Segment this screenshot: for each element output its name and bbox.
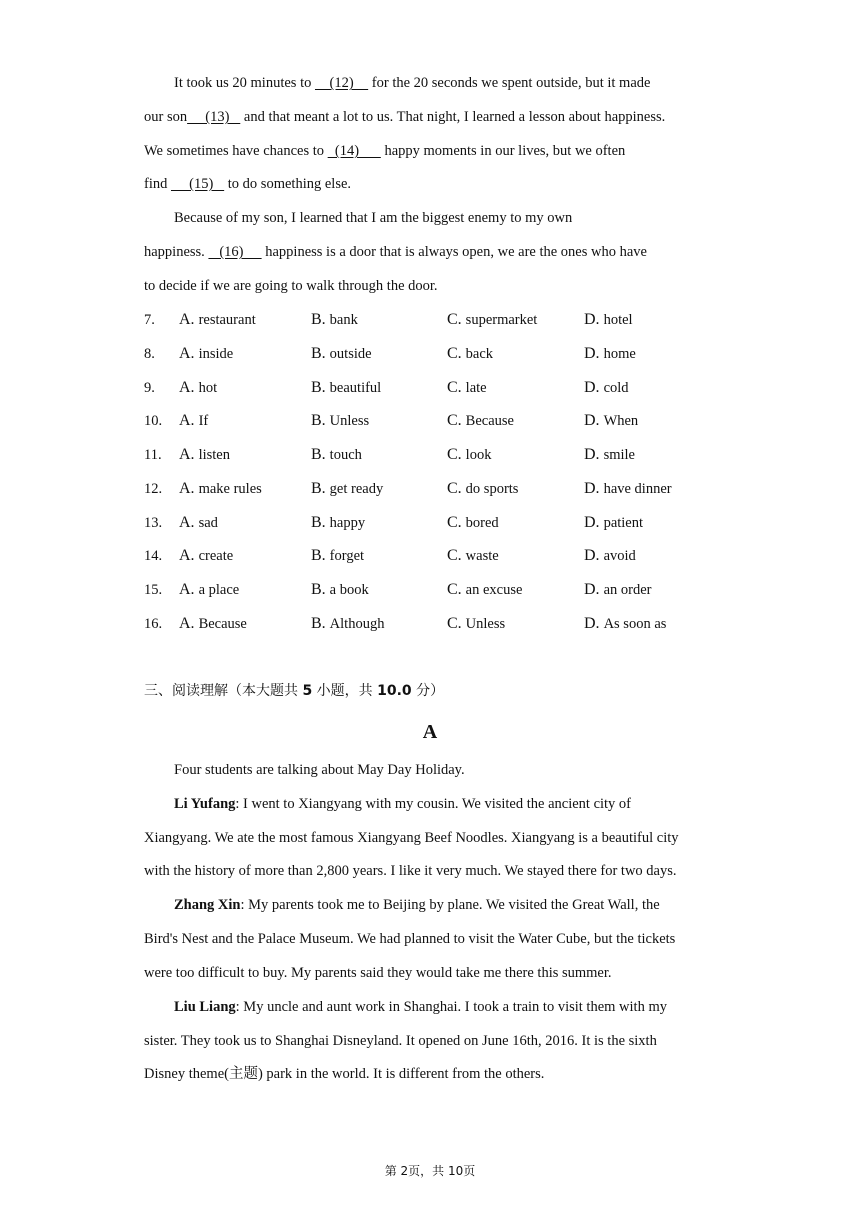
cloze-line: [144, 174, 351, 194]
option-text: cold: [603, 380, 629, 396]
option-text: an excuse: [465, 582, 523, 598]
option-letter: A.: [179, 615, 195, 632]
question-row: [144, 378, 744, 398]
option-text: patient: [603, 515, 644, 531]
option-a[interactable]: [179, 310, 256, 330]
option-text: waste: [465, 548, 499, 564]
page-footer: 第 2页，共 10页: [384, 1164, 476, 1178]
cloze-text: Because of my son, I learned that I am the biggest enemy to my own: [174, 210, 573, 226]
option-letter: C.: [447, 345, 462, 362]
option-letter: C.: [447, 547, 462, 564]
option-c[interactable]: [447, 378, 487, 398]
option-b[interactable]: [311, 378, 381, 398]
question-number: 14.: [144, 548, 163, 564]
option-letter: B.: [311, 379, 326, 396]
option-letter: B.: [311, 311, 326, 328]
option-letter: D.: [584, 547, 600, 564]
option-text: smile: [603, 447, 635, 463]
option-letter: D.: [584, 379, 600, 396]
option-d[interactable]: [584, 445, 635, 465]
option-c[interactable]: [447, 310, 537, 330]
question-row: [144, 546, 744, 566]
option-letter: D.: [584, 412, 600, 429]
option-text: make rules: [198, 481, 262, 497]
passage-text: : I went to Xiangyang with my cousin. We visited the ancient city of: [235, 796, 632, 812]
passage-heading: A: [422, 721, 438, 743]
question-row: [144, 310, 744, 330]
option-text: touch: [329, 447, 362, 463]
cloze-text: and that meant a lot to us. That night, I learned a lesson about happiness.: [240, 109, 666, 125]
option-a[interactable]: [179, 614, 247, 634]
option-d[interactable]: [584, 479, 672, 499]
question-row: [144, 344, 744, 364]
option-c[interactable]: [447, 614, 505, 634]
passage-text: : My parents took me to Beijing by plane. We visited the Great Wall, the: [240, 897, 660, 913]
cloze-line: [174, 208, 572, 228]
option-text: late: [465, 380, 487, 396]
cloze-text: to decide if we are going to walk through the door.: [144, 278, 438, 294]
option-letter: D.: [584, 581, 600, 598]
cloze-text: happy moments in our lives, but we often: [380, 143, 626, 159]
option-letter: B.: [311, 446, 326, 463]
section-question-count: 5: [302, 683, 313, 699]
passage-text: : My uncle and aunt work in Shanghai. I took a train to visit them with my: [235, 999, 667, 1015]
passage-line: Bird's Nest and the Palace Museum. We had planned to visit the Water Cube, but the tickets: [144, 931, 676, 947]
passage-line: Disney theme(主题) park in the world. It is different from the others.: [144, 1066, 545, 1082]
speaker-name: Li Yufang: [174, 796, 236, 812]
speaker-name: Liu Liang: [174, 999, 236, 1015]
passage-line: with the history of more than 2,800 years. I like it very much. We stayed there for two days.: [144, 863, 677, 879]
option-d[interactable]: [584, 614, 666, 634]
option-letter: B.: [311, 514, 326, 531]
cloze-line: [174, 73, 650, 93]
passage-line: were too difficult to buy. My parents said they would take me there this summer.: [144, 965, 612, 981]
option-text: a place: [198, 582, 240, 598]
option-a[interactable]: [179, 344, 233, 364]
option-d[interactable]: [584, 546, 636, 566]
option-text: create: [198, 548, 234, 564]
option-letter: C.: [447, 379, 462, 396]
option-a[interactable]: [179, 479, 262, 499]
section-title-text: 分）: [411, 683, 445, 699]
option-text: bank: [329, 312, 358, 328]
option-text: avoid: [603, 548, 636, 564]
option-letter: B.: [311, 412, 326, 429]
option-b[interactable]: [311, 479, 383, 499]
option-text: back: [465, 346, 494, 362]
option-letter: A.: [179, 345, 195, 362]
option-b[interactable]: [311, 513, 365, 533]
option-text: a book: [329, 582, 369, 598]
option-text: have dinner: [603, 481, 672, 497]
option-text: listen: [198, 447, 230, 463]
section-title: [144, 681, 444, 701]
passage-line: [174, 895, 660, 915]
passage-line: [174, 794, 631, 814]
option-c[interactable]: [447, 580, 522, 600]
option-letter: A.: [179, 311, 195, 328]
option-c[interactable]: [447, 445, 491, 465]
cloze-text: It took us 20 minutes to: [174, 75, 315, 91]
option-d[interactable]: [584, 378, 629, 398]
option-letter: C.: [447, 446, 462, 463]
option-c[interactable]: [447, 411, 514, 431]
speaker-name: Zhang Xin: [174, 897, 241, 913]
blank-12: (12): [314, 75, 369, 91]
option-letter: A.: [179, 412, 195, 429]
option-letter: B.: [311, 345, 326, 362]
cloze-text: happiness.: [144, 244, 209, 260]
cloze-line: [144, 107, 665, 127]
option-letter: C.: [447, 480, 462, 497]
question-number: 9.: [144, 380, 155, 396]
cloze-line: [144, 276, 438, 296]
question-number: 12.: [144, 481, 163, 497]
option-b[interactable]: [311, 580, 369, 600]
cloze-text: for the 20 seconds we spent outside, but it made: [368, 75, 651, 91]
option-c[interactable]: [447, 479, 518, 499]
section-title-text: 小题，共: [312, 683, 378, 699]
option-text: an order: [603, 582, 652, 598]
option-text: inside: [198, 346, 234, 362]
option-text: Because: [198, 616, 247, 632]
option-c[interactable]: [447, 344, 493, 364]
blank-14: (14): [327, 143, 381, 159]
cloze-text: to do something else.: [224, 176, 352, 192]
passage-line: Xiangyang. We ate the most famous Xiangyang Beef Noodles. Xiangyang is a beautiful city: [144, 830, 679, 846]
cloze-line: [144, 242, 647, 262]
option-c[interactable]: [447, 546, 499, 566]
question-row: [144, 445, 744, 465]
question-row: [144, 580, 744, 600]
option-a[interactable]: [179, 546, 233, 566]
cloze-text: We sometimes have chances to: [144, 143, 328, 159]
option-text: Because: [465, 413, 514, 429]
option-letter: A.: [179, 547, 195, 564]
cloze-line: [144, 141, 625, 161]
option-d[interactable]: [584, 344, 636, 364]
option-letter: A.: [179, 581, 195, 598]
option-a[interactable]: [179, 580, 239, 600]
option-text: hot: [198, 380, 218, 396]
option-text: Unless: [329, 413, 370, 429]
option-b[interactable]: [311, 614, 384, 634]
option-text: hotel: [603, 312, 633, 328]
option-letter: A.: [179, 446, 195, 463]
question-row: [144, 479, 744, 499]
section-score: 10.0: [377, 683, 412, 699]
option-b[interactable]: [311, 310, 358, 330]
option-text: home: [603, 346, 636, 362]
option-text: outside: [329, 346, 372, 362]
option-d[interactable]: [584, 310, 633, 330]
option-text: As soon as: [603, 616, 667, 632]
option-b[interactable]: [311, 344, 372, 364]
option-text: do sports: [465, 481, 519, 497]
option-letter: D.: [584, 311, 600, 328]
option-letter: A.: [179, 480, 195, 497]
option-text: supermarket: [465, 312, 538, 328]
question-row: [144, 614, 744, 634]
option-letter: D.: [584, 615, 600, 632]
question-number: 7.: [144, 312, 155, 328]
option-letter: D.: [584, 480, 600, 497]
blank-13: (13): [187, 109, 241, 125]
option-text: get ready: [329, 481, 384, 497]
option-letter: C.: [447, 412, 462, 429]
option-a[interactable]: [179, 513, 218, 533]
passage-line: [174, 997, 667, 1017]
question-number: 13.: [144, 515, 163, 531]
question-number: 8.: [144, 346, 155, 362]
option-text: bored: [465, 515, 499, 531]
option-a[interactable]: [179, 445, 230, 465]
blank-16: (16): [208, 244, 262, 260]
option-d[interactable]: [584, 411, 638, 431]
option-letter: D.: [584, 446, 600, 463]
passage-intro: Four students are talking about May Day Holiday.: [174, 762, 465, 778]
option-text: If: [198, 413, 209, 429]
option-letter: A.: [179, 379, 195, 396]
question-row: [144, 513, 744, 533]
section-title-text: 三、阅读理解（本大题共: [144, 683, 303, 699]
option-text: sad: [198, 515, 218, 531]
option-letter: B.: [311, 480, 326, 497]
cloze-text: find: [144, 176, 171, 192]
option-letter: C.: [447, 581, 462, 598]
option-letter: D.: [584, 345, 600, 362]
blank-15: (15): [170, 176, 225, 192]
option-d[interactable]: [584, 580, 651, 600]
option-text: beautiful: [329, 380, 382, 396]
cloze-text: happiness is a door that is always open, we are the ones who have: [261, 244, 647, 260]
option-a[interactable]: [179, 378, 217, 398]
option-text: Unless: [465, 616, 506, 632]
option-text: forget: [329, 548, 365, 564]
option-c[interactable]: [447, 513, 499, 533]
option-letter: D.: [584, 514, 600, 531]
option-text: restaurant: [198, 312, 256, 328]
option-text: happy: [329, 515, 366, 531]
cloze-text: our son: [144, 109, 188, 125]
option-text: look: [465, 447, 492, 463]
option-text: When: [603, 413, 639, 429]
question-row: [144, 411, 744, 431]
option-d[interactable]: [584, 513, 643, 533]
question-number: 11.: [144, 447, 162, 463]
option-letter: C.: [447, 615, 462, 632]
question-number: 16.: [144, 616, 163, 632]
option-b[interactable]: [311, 445, 362, 465]
option-letter: A.: [179, 514, 195, 531]
option-b[interactable]: [311, 411, 369, 431]
option-a[interactable]: [179, 411, 208, 431]
option-letter: C.: [447, 514, 462, 531]
option-letter: C.: [447, 311, 462, 328]
question-number: 15.: [144, 582, 163, 598]
option-text: Although: [329, 616, 385, 632]
option-letter: B.: [311, 547, 326, 564]
passage-line: sister. They took us to Shanghai Disneyland. It opened on June 16th, 2016. It is the sixth: [144, 1033, 657, 1049]
question-number: 10.: [144, 413, 163, 429]
option-b[interactable]: [311, 546, 364, 566]
option-letter: B.: [311, 581, 326, 598]
option-letter: B.: [311, 615, 326, 632]
